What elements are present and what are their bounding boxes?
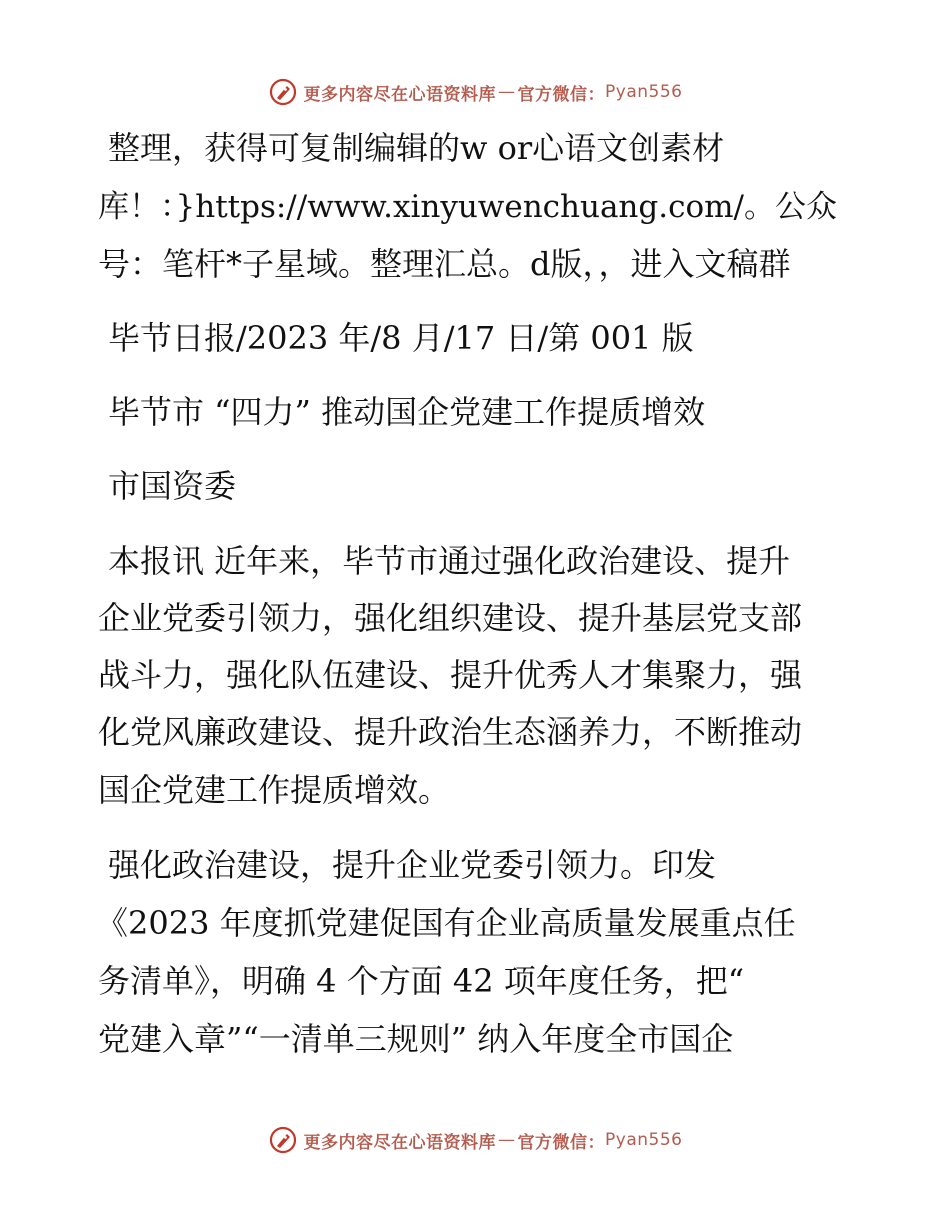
article-headline: 毕节市 “四力” 推动国企党建工作提质增效 (108, 393, 706, 431)
paragraph-1-line: 企业党委引领力，强化组织建设、提升基层党支部 (98, 599, 803, 637)
pen-nib-logo-icon (268, 1125, 298, 1155)
paragraph-1-line: 本报讯 近年来，毕节市通过强化政治建设、提升 (108, 542, 791, 580)
intro-line-3: 号：笔杆*子星域。整理汇总。d版，，进入文稿群 (98, 245, 791, 283)
paragraph-1-line: 国企党建工作提质增效。 (98, 771, 451, 809)
watermark-dash: — (498, 1130, 516, 1150)
watermark-text: 更多内容尽在心语资料库 (303, 84, 497, 105)
watermark-label: 官方微信： (517, 1132, 606, 1153)
watermark-dash: — (498, 82, 516, 102)
header-watermark (0, 72, 950, 112)
article-author: 市国资委 (108, 467, 237, 505)
intro-line-1: 整理，获得可复制编辑的w or心语文创素材 (108, 129, 725, 167)
footer-watermark (0, 1120, 950, 1160)
watermark-wechat-id: Pyan556 (605, 82, 683, 102)
source-line: 毕节日报/2023 年/8 月/17 日/第 001 版 (108, 319, 694, 357)
watermark-label: 官方微信： (517, 84, 606, 105)
pen-nib-logo-icon (268, 77, 298, 107)
watermark-text: 更多内容尽在心语资料库 (303, 1132, 497, 1153)
paragraph-2-line: 务清单》，明确 4 个方面 42 项年度任务，把“ (98, 962, 745, 1000)
paragraph-2-line: 《2023 年度抓党建促国有企业高质量发展重点任 (96, 904, 796, 942)
paragraph-2-line: 强化政治建设，提升企业党委引领力。印发 (108, 846, 717, 884)
paragraph-1-line: 化党风廉政建设、提升政治生态涵养力，不断推动 (98, 713, 803, 751)
paragraph-1-line: 战斗力，强化队伍建设、提升优秀人才集聚力，强 (98, 656, 803, 694)
watermark-wechat-id: Pyan556 (605, 1130, 683, 1150)
paragraph-2-line: 党建入章”“一清单三规则” 纳入年度全市国企 (98, 1020, 734, 1058)
intro-line-2: 库！：}https://www.xinyuwenchuang.com/。公众 (98, 189, 837, 225)
